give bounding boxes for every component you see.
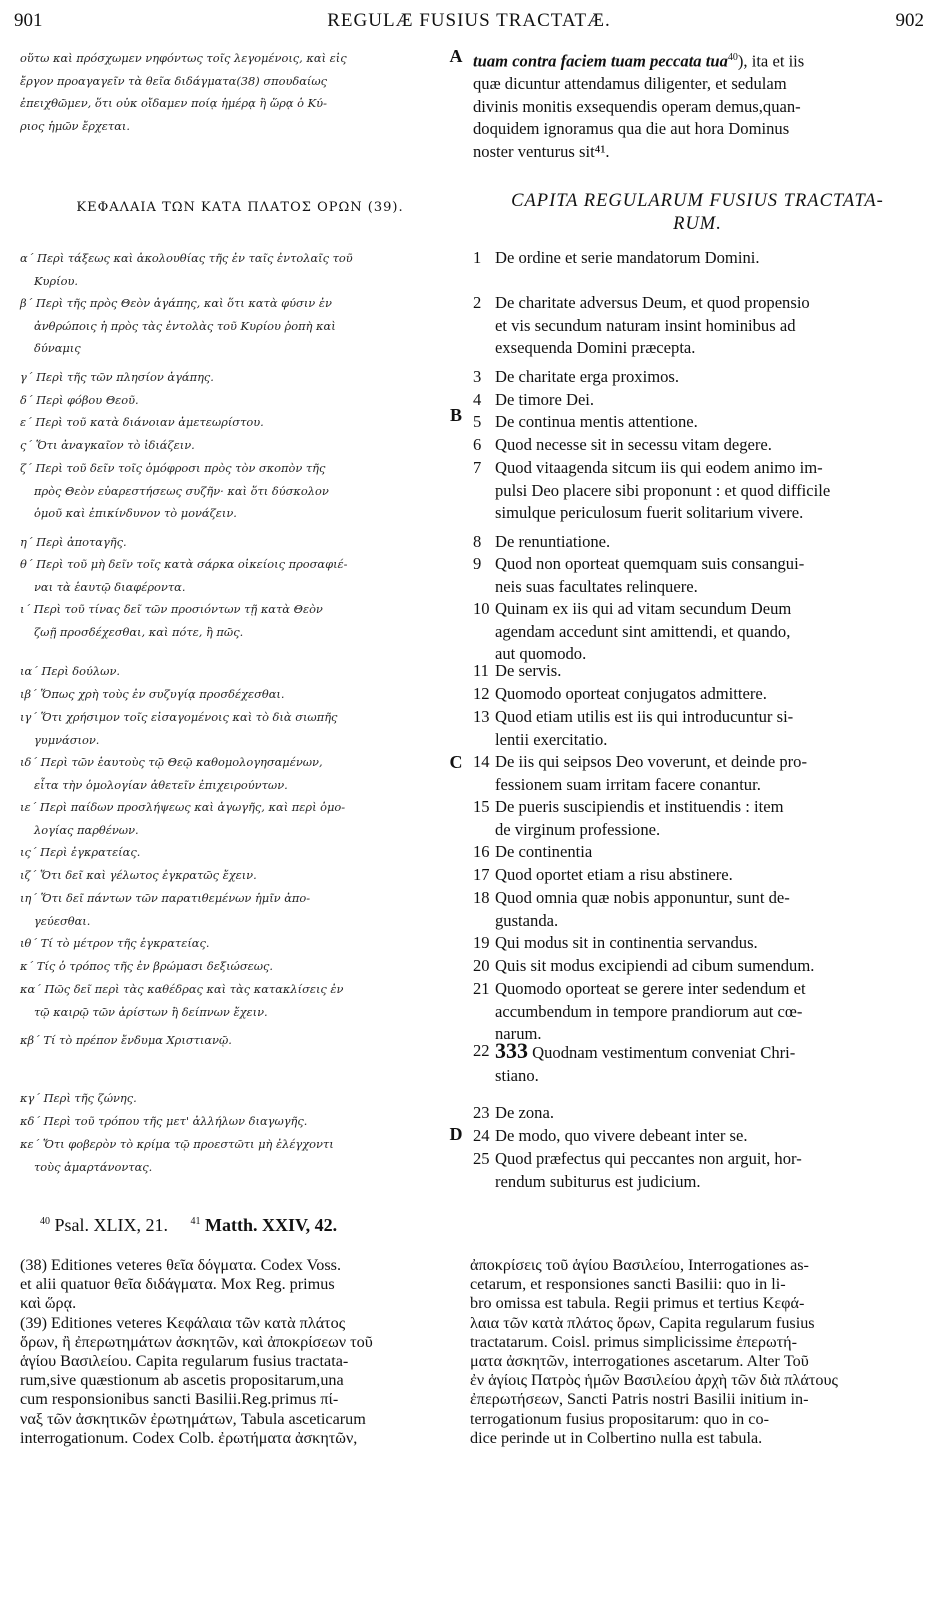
chapter-number: 10 [473,599,490,618]
greek-chapter-entry [20,660,450,683]
greek-chapter-entry [20,887,450,932]
latin-chapter-line: Quomodo oporteat conjugatos admittere. [495,684,767,703]
greek-chapter-line: ε΄ Περὶ τοῦ κατὰ διάνοιαν ἀμετεωρίστου. [20,415,264,429]
latin-chapter-line: lentii exercitatio. [495,729,608,749]
note-line: cum responsionibus sancti Basilii.Reg.primus πί- [20,1390,339,1409]
greek-chapter-line: λογίας παρθένων. [34,822,139,837]
intro-greek-line: ἐπειχθῶμεν, ὅτι οὐκ οἴδαμεν ποίᾳ ἡμέρᾳ ἢ ὥρᾳ ὁ Κύ- [20,96,327,111]
latin-chapter-entry [473,864,923,887]
chapter-number: 7 [473,458,482,477]
greek-chapter-entry [20,751,450,796]
greek-chapter-line: ιθ΄ Τί τὸ μέτρον τῆς ἐγκρατείας. [20,936,210,950]
greek-chapter-line: ιη΄ Ὅτι δεῖ πάντων τῶν παρατιθεμένων ἡμῖν ἀπο- [20,891,311,905]
chapter-number: 21 [473,979,490,998]
greek-chapter-line: ιζ΄ Ὅτι δεῖ καὶ γέλωτος ἐγκρατῶς ἔχειν. [20,868,257,882]
latin-chapter-line: Quod vitaagenda sitcum iis qui eodem animo im- [495,458,823,477]
latin-chapter-line: neis suas facultates relinquere. [495,576,698,596]
latin-chapter-line: Quod non oporteat quemquam suis consangui- [495,554,805,573]
note-line: ἀποκρίσεις τοῦ ἁγίου Βασιλείου, Interrogationes as- [470,1256,809,1274]
latin-chapter-entry [473,932,923,955]
greek-chapter-line: γ΄ Περὶ τῆς τῶν πλησίον ἀγάπης. [20,370,214,384]
chapter-number: 15 [473,797,490,816]
greek-chapter-entry [20,1110,450,1133]
latin-chapter-line: narum. [495,1024,542,1044]
notes-right [470,1256,925,1448]
chapter-number: 8 [473,532,482,551]
greek-chapter-entry [20,434,450,457]
latin-chapter-line: exsequenda Domini præcepta. [495,338,696,358]
greek-chapter-entry [20,978,450,1023]
latin-chapter-line: Quod præfectus qui peccantes non arguit, hor- [495,1149,802,1168]
latin-chapter-line: et vis secundum naturam insint hominibus ad [495,315,796,335]
latin-chapter-entry [473,706,923,751]
latin-heading [470,190,925,236]
latin-chapter-entry [473,660,923,683]
greek-chapter-entry [20,864,450,887]
latin-chapter-line: Quod etiam utilis est iis qui introducuntur si- [495,707,794,726]
latin-chapter-line: agendam accedunt sint amittendi, et quando, [495,621,791,641]
chapter-number: 1 [473,248,482,267]
footnote-ref-40: 40 [727,52,738,63]
greek-chapter-line: ζωῇ προσδέχεσθαι, καὶ πότε, ἢ πῶς. [34,624,244,639]
latin-chapter-line: De charitate erga proximos. [495,367,679,386]
chapter-number: 5 [473,412,482,431]
chapter-number: 17 [473,865,490,884]
note-line: dice perinde ut in Colbertino nulla est tabula. [470,1428,763,1447]
greek-chapter-line: γεύεσθαι. [34,913,91,928]
chapter-number: 12 [473,684,490,703]
greek-chapter-line: β΄ Περὶ τῆς πρὸς Θεὸν ἀγάπης, καὶ ὅτι κατὰ φύσιν ἐν [20,296,332,310]
page-title: REGULÆ FUSIUS TRACTATÆ. [327,10,611,31]
latin-chapter-entry [473,553,923,598]
greek-chapter-line: τοὺς ἁμαρτάνοντας. [34,1159,153,1174]
latin-heading-line: CAPITA REGULARUM FUSIUS TRACTATA- [511,191,884,211]
latin-chapter-line: Quod oportet etiam a risu abstinere. [495,865,733,884]
greek-chapter-line: κδ΄ Περὶ τοῦ τρόπου τῆς μετ' ἀλλήλων διαγωγῆς. [20,1114,308,1128]
note-line: tractatarum. Coisl. primus simplicissime ἐπερωτή- [470,1332,798,1351]
note-line: ἐπερωτήσεων, Sancti Patris nostri Basilii initium in- [470,1390,809,1409]
greek-chapter-entry [20,292,450,360]
latin-chapter-line: De timore Dei. [495,390,595,409]
greek-chapter-line: ια΄ Περὶ δούλων. [20,664,120,678]
ref-num-41: 41 [190,1216,201,1227]
latin-chapter-line: gustanda. [495,910,559,930]
latin-chapter-line: De ordine et serie mandatorum Domini. [495,248,760,267]
latin-chapter-line: De renuntiatione. [495,532,611,551]
greek-chapter-line: ιβ΄ Ὅπως χρὴ τοὺς ἐν συζυγίᾳ προσδέχεσθαι. [20,687,285,701]
intro-greek-line: ἔργον προαγαγεῖν τὰ θεῖα διδάγματα(38) σπουδαίως [20,73,328,88]
chapter-number: 9 [473,554,482,573]
latin-chapter-line [495,1040,923,1065]
latin-chapter-line: simulque periculosum fuerit solitarium vivere. [495,503,804,523]
intro-latin-italic: tuam contra faciem tuam peccata tua [473,51,728,71]
latin-chapter-entry [473,1125,923,1148]
note-line: (38) Editiones veteres θεῖα δόγματα. Codex Voss. [20,1256,341,1274]
intro-greek-line: ριος ἡμῶν ἔρχεται. [20,118,130,133]
latin-chapter-entry [473,796,923,841]
page-number-right: 902 [895,10,924,31]
latin-chapter-entry [473,457,923,525]
intro-latin-line: doquidem ignoramus qua die aut hora Dominus [473,119,790,139]
chapter-number: 11 [473,661,489,680]
chapter-number: 13 [473,707,490,726]
greek-chapter-line: Κυρίου. [34,273,78,288]
latin-chapter-line: De zona. [495,1103,554,1122]
chapter-number: 20 [473,956,490,975]
greek-chapter-line: δ΄ Περὶ φόβου Θεοῦ. [20,393,139,407]
greek-chapter-entry [20,411,450,434]
latin-chapter-line: Quis sit modus excipiendi ad cibum sumendum. [495,956,815,975]
intro-greek-line: οὕτω καὶ πρόσχωμεν νηφόντως τοῖς λεγομένοις, καὶ εἰς [20,51,347,65]
greek-chapter-line: κ΄ Τίς ὁ τρόπος τῆς ἐν βρώμασι δεξιώσεως. [20,959,274,973]
running-head [14,10,924,38]
latin-chapter-line: Quod necesse sit in secessu vitam degere. [495,435,772,454]
latin-chapter-line: De modo, quo vivere debeant inter se. [495,1126,748,1145]
note-line: ματα ἀσκητῶν, interrogationes ascetarum. Alter Τοῦ [470,1352,809,1371]
greek-chapter-line: κα΄ Πῶς δεῖ περὶ τὰς καθέδρας καὶ τὰς κατακλίσεις ἐν [20,982,344,996]
greek-chapter-line: ις΄ Περὶ ἐγκρατείας. [20,845,141,859]
latin-chapter-line: rendum subiturus est judicium. [495,1171,701,1191]
chapter-number: 22 [473,1041,490,1060]
latin-chapter-line: De charitate adversus Deum, et quod propensio [495,293,810,312]
latin-chapter-entry [473,411,923,434]
note-line: καὶ ὥρᾳ. [20,1294,77,1313]
latin-chapter-line-text: Quodnam vestimentum conveniat Chri- [532,1043,796,1062]
greek-chapter-line: τῷ καιρῷ τῶν ἀρίστων ἢ δείπνων ἔχειν. [34,1004,268,1019]
greek-chapter-line: ιε΄ Περὶ παίδων προσλήψεως καὶ ἀγωγῆς, καὶ περὶ ὁμο- [20,800,346,814]
greek-chapter-entry [20,531,450,554]
intro-latin-line: noster venturus sit⁴¹. [473,141,610,161]
latin-chapter-line: pulsi Deo placere sibi proponunt : et quod difficile [495,480,831,500]
margin-letter-b: B [449,405,462,425]
latin-chapter-line: De iis qui seipsos Deo voverunt, et deinde pro- [495,752,807,771]
greek-chapter-entry [20,1029,450,1052]
note-line: rum,sive quæstionum ab ascetis propositarum,una [20,1371,344,1390]
latin-chapter-line: Qui modus sit in continentia servandus. [495,933,758,952]
latin-chapter-entry [473,841,923,864]
latin-chapter-entry [473,389,923,412]
greek-chapter-entry [20,457,450,525]
note-line: cetarum, et responsiones sancti Basilii: quo in li- [470,1275,786,1294]
chapter-number: 14 [473,752,490,771]
greek-chapter-line: ιδ΄ Περὶ τῶν ἑαυτοὺς τῷ Θεῷ καθομολογησαμένων, [20,755,323,769]
note-line: ἐν ἁγίοις Πατρὸς ἡμῶν Βασιλείου ἀρχὴ τῶν διὰ πλάτους [470,1371,838,1390]
note-line: (39) Editiones veteres Κεφάλαια τῶν κατὰ πλάτος [20,1313,346,1332]
ref-num-40: 40 [40,1216,50,1227]
note-line: ὅρων, ἢ ἐπερωτημάτων ἀσκητῶν, καὶ ἀποκρίσεων τοῦ [20,1332,373,1351]
page-number-left: 901 [14,10,43,31]
intro-greek [20,47,450,137]
greek-chapter-entry [20,706,450,751]
latin-heading-line: RUM. [673,214,722,234]
greek-chapter-entry [20,553,450,598]
greek-chapter-line: κε΄ Ὅτι φοβερὸν τὸ κρίμα τῷ προεστῶτι μὴ ἐλέγχοντι [20,1137,334,1151]
chapter-number: 25 [473,1149,490,1168]
greek-chapter-entry [20,796,450,841]
greek-chapter-line: ς΄ Ὅτι ἀναγκαῖον τὸ ἰδιάζειν. [20,438,195,452]
greek-chapter-entry [20,598,450,643]
latin-chapter-entry [473,1040,923,1085]
latin-chapter-entry [473,598,923,666]
greek-chapter-line: θ΄ Περὶ τοῦ μὴ δεῖν τοῖς κατὰ σάρκα οἰκείοις προσαφιέ- [20,557,348,571]
latin-chapter-entry [473,683,923,706]
intro-latin [473,47,923,164]
latin-chapter-line: De continua mentis attentione. [495,412,698,431]
greek-chapter-line: ὁμοῦ καὶ ἐπικίνδυνον τὸ μονάζειν. [34,506,237,521]
latin-chapter-line: Quod omnia quæ nobis apponuntur, sunt de- [495,888,790,907]
greek-chapter-entry [20,247,450,292]
latin-chapter-entry [473,531,923,554]
chapter-number: 24 [473,1126,490,1145]
greek-chapter-line: ιγ΄ Ὅτι χρήσιμον τοῖς εἰσαγομένοις καὶ τὸ διὰ σιωπῆς [20,710,338,724]
latin-chapter-line: accumbendum in tempore prandiorum aut cœ- [495,1001,803,1021]
note-line: ναξ τῶν ἀσκητικῶν ἐρωτημάτων, Tabula asceticarum [20,1409,366,1428]
latin-chapter-entry [473,247,923,270]
greek-chapter-entry [20,389,450,412]
chapter-number: 4 [473,390,482,409]
latin-chapter-entry [473,292,923,360]
note-line: interrogationum. Codex Colb. ἐρωτήματα ἀσκητῶν, [20,1428,358,1447]
scripture-references [40,1215,337,1236]
greek-chapter-line: ι΄ Περὶ τοῦ τίνας δεῖ τῶν προσιόντων τῇ κατὰ Θεὸν [20,602,323,616]
ref-psalm: Psal. XLIX, 21. [54,1215,168,1235]
latin-chapter-line: stiano. [495,1065,539,1085]
greek-chapter-entry [20,841,450,864]
margin-letter-c: C [449,752,463,772]
chapter-number: 16 [473,842,490,861]
latin-chapter-line: Quinam ex iis qui ad vitam secundum Deum [495,599,792,618]
greek-chapter-entry [20,1133,450,1178]
greek-chapter-line: ζ΄ Περὶ τοῦ δεῖν τοῖς ὁμόφροσι πρὸς τὸν σκοπὸν τῆς [20,461,326,475]
chapter-number: 2 [473,293,482,312]
greek-heading: ΚΕΦΑΛΑΙΑ ΤΩΝ ΚΑΤΑ ΠΛΑΤΟΣ ΟΡΩΝ (39). [76,200,404,215]
greek-chapter-entry [20,1087,450,1110]
latin-chapter-line: aut quomodo. [495,644,587,664]
intro-latin-rest: ), ita et iis [737,51,805,71]
latin-chapter-entry [473,434,923,457]
latin-chapter-entry [473,978,923,1046]
greek-chapter-line: η΄ Περὶ ἀποταγῆς. [20,535,127,549]
latin-chapter-entry [473,955,923,978]
greek-chapter-line: πρὸς Θεὸν εὐαρεστήσεως συζῆν· καὶ ὅτι δύσκολον [34,483,329,498]
greek-chapter-line: α΄ Περὶ τάξεως καὶ ἀκολουθίας τῆς ἐν ταῖς ἐντολαῖς τοῦ [20,251,353,265]
chapter-number: 18 [473,888,490,907]
greek-chapter-line: εἶτα τὴν ὁμολογίαν ἀθετεῖν ἐπιχειρούντων. [34,777,288,792]
latin-chapter-entry [473,751,923,796]
chapter-number: 3 [473,367,482,386]
margin-letter-d: D [449,1124,463,1144]
ref-matthew: Matth. XXIV, 42. [205,1215,338,1235]
latin-chapter-line: de virginum professione. [495,819,661,839]
latin-chapter-entry [473,366,923,389]
latin-chapter-line: fessionem suam irritam facere conantur. [495,774,761,794]
chapter-number: 19 [473,933,490,952]
chapter-number: 23 [473,1103,490,1122]
latin-chapter-entry [473,887,923,932]
chapter-number: 6 [473,435,482,454]
note-line: ἁγίου Βασιλείου. Capita regularum fusius tractata- [20,1352,349,1371]
latin-chapter-entry [473,1148,923,1193]
note-line: bro omissa est tabula. Regii primus et tertius Κεφά- [470,1294,805,1313]
greek-chapter-entry [20,932,450,955]
greek-chapter-entry [20,683,450,706]
intro-latin-line-first [473,47,923,73]
latin-chapter-line: Quomodo oporteat se gerere inter sedendum et [495,979,806,998]
intro-latin-line: divinis monitis exsequendis operam demus,quan- [473,96,801,116]
notes-left [20,1256,450,1448]
greek-chapter-line: ναι τὰ ἑαυτῷ διαφέροντα. [34,579,186,594]
page-marker-333: 333 [495,1038,528,1063]
latin-chapter-line: De servis. [495,661,562,680]
greek-chapter-line: δύναμις [34,341,81,356]
greek-chapter-line: ἀνθρώποις ἡ πρὸς τὰς ἐντολὰς τοῦ Κυρίου ῥοπὴ καὶ [34,318,336,333]
latin-chapter-entry [473,1102,923,1125]
note-line: λαια τῶν κατὰ πλάτος ὅρων, Capita regularum fusius [470,1313,815,1332]
greek-chapter-line: κγ΄ Περὶ τῆς ζώνης. [20,1091,137,1105]
latin-chapter-line: De continentia [495,842,593,861]
margin-letter-a: A [449,46,463,66]
greek-chapter-line: κβ΄ Τί τὸ πρέπον ἔνδυμα Χριστιανῷ. [20,1033,232,1047]
greek-chapter-line: γυμνάσιον. [34,732,100,747]
greek-chapter-entry [20,955,450,978]
greek-chapter-entry [20,366,450,389]
intro-latin-line: quæ dicuntur attendamus diligenter, et sedulam [473,74,787,94]
latin-chapter-line: De pueris suscipiendis et instituendis : item [495,797,784,816]
note-line: et alii quatuor θεῖα διδάγματα. Mox Reg. primus [20,1275,335,1294]
note-line: terrogationum fusius propositarum: quo in co- [470,1409,769,1428]
